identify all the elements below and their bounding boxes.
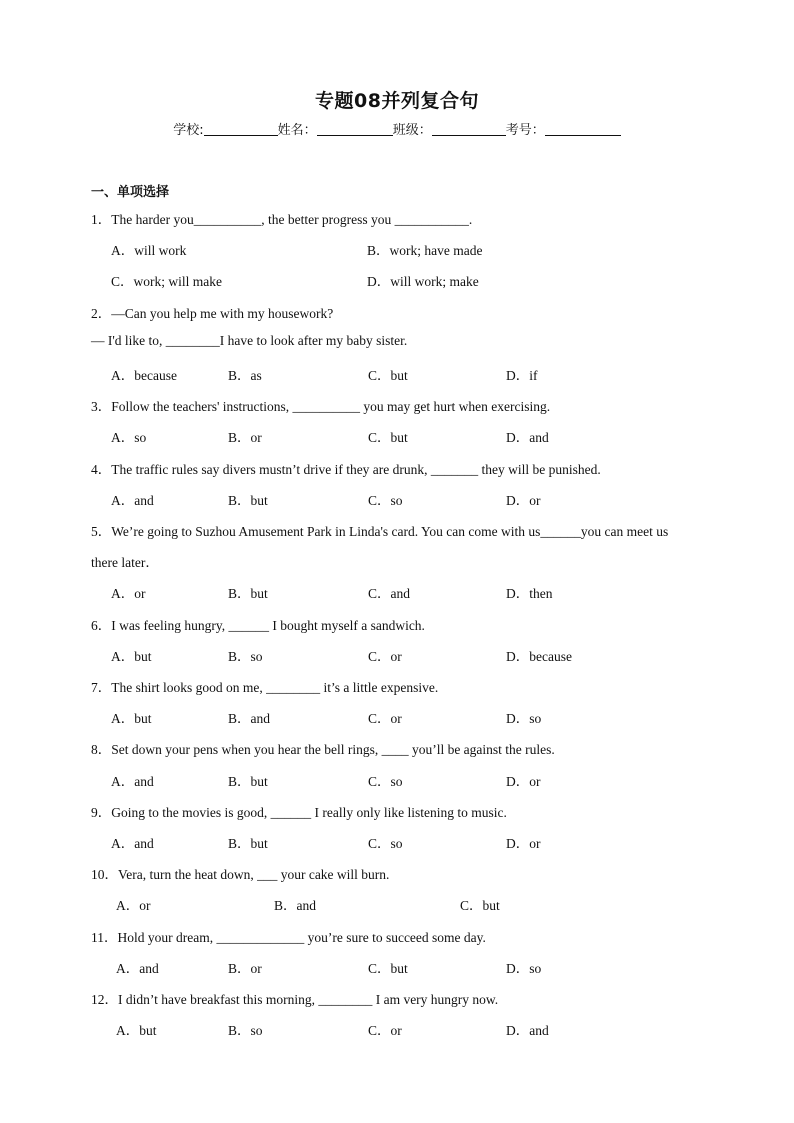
- question-4-stem: 4．The traffic rules say divers mustn’t drive if they are drunk, _______ they will be punished.: [91, 462, 601, 477]
- school-blank[interactable]: [204, 122, 278, 136]
- question-8-option-b[interactable]: B．but: [228, 774, 268, 789]
- question-12-option-b[interactable]: B．so: [228, 1023, 263, 1038]
- name-blank[interactable]: [317, 122, 393, 136]
- question-3-stem: 3．Follow the teachers' instructions, __________ you may get hurt when exercising.: [91, 399, 551, 414]
- question-2-option-c[interactable]: C．but: [368, 368, 408, 383]
- question-2-option-a[interactable]: A．because: [111, 368, 177, 383]
- exam-number-blank[interactable]: [545, 122, 621, 136]
- question-3-option-b[interactable]: B．or: [228, 430, 262, 445]
- question-5-stem-line-2: there later．: [91, 555, 159, 570]
- question-1-option-a[interactable]: A．will work: [111, 243, 187, 258]
- question-12-option-d[interactable]: D．and: [506, 1023, 549, 1038]
- question-1-option-d[interactable]: D．will work; make: [367, 274, 479, 289]
- question-7-option-c[interactable]: C．or: [368, 711, 402, 726]
- question-7-stem: 7．The shirt looks good on me, ________ it’s a little expensive.: [91, 680, 439, 695]
- question-12-option-c[interactable]: C．or: [368, 1023, 402, 1038]
- question-8-option-c[interactable]: C．so: [368, 774, 403, 789]
- question-2-option-b[interactable]: B．as: [228, 368, 262, 383]
- question-4-option-d[interactable]: D．or: [506, 493, 541, 508]
- question-8-option-d[interactable]: D．or: [506, 774, 541, 789]
- section-heading: 一、单项选择: [91, 185, 170, 200]
- question-4-option-c[interactable]: C．so: [368, 493, 403, 508]
- question-6-option-d[interactable]: D．because: [506, 649, 572, 664]
- question-5-option-a[interactable]: A．or: [111, 586, 146, 601]
- question-9-option-a[interactable]: A．and: [111, 836, 154, 851]
- question-11-option-c[interactable]: C．but: [368, 961, 408, 976]
- question-6-stem: 6．I was feeling hungry, ______ I bought myself a sandwich.: [91, 618, 425, 633]
- question-6-option-b[interactable]: B．so: [228, 649, 263, 664]
- question-8-stem: 8．Set down your pens when you hear the bell rings, ____ you’ll be against the rules.: [91, 742, 555, 757]
- name-label: 姓名：: [277, 123, 317, 138]
- question-6-option-c[interactable]: C．or: [368, 649, 402, 664]
- question-4-option-b[interactable]: B．but: [228, 493, 268, 508]
- question-3-option-a[interactable]: A．so: [111, 430, 147, 445]
- question-6-option-a[interactable]: A．but: [111, 649, 152, 664]
- question-9-option-d[interactable]: D．or: [506, 836, 541, 851]
- question-7-option-d[interactable]: D．so: [506, 711, 542, 726]
- question-10-option-a[interactable]: A．or: [116, 898, 151, 913]
- question-11-option-a[interactable]: A．and: [116, 961, 159, 976]
- page-title: 专题08并列复合句: [315, 90, 479, 112]
- question-5-option-c[interactable]: C．and: [368, 586, 410, 601]
- question-2-option-d[interactable]: D．if: [506, 368, 538, 383]
- question-10-option-c[interactable]: C．but: [460, 898, 500, 913]
- question-3-option-c[interactable]: C．but: [368, 430, 408, 445]
- question-12-option-a[interactable]: A．but: [116, 1023, 157, 1038]
- question-11-stem: 11．Hold your dream, _____________ you’re sure to succeed some day.: [91, 930, 486, 945]
- question-5-option-b[interactable]: B．but: [228, 586, 268, 601]
- exam-number-label: 考号：: [505, 123, 545, 138]
- question-10-option-b[interactable]: B．and: [274, 898, 316, 913]
- question-9-option-b[interactable]: B．but: [228, 836, 268, 851]
- question-7-option-b[interactable]: B．and: [228, 711, 270, 726]
- question-9-stem: 9．Going to the movies is good, ______ I really only like listening to music.: [91, 805, 507, 820]
- question-12-stem: 12．I didn’t have breakfast this morning, ________ I am very hungry now.: [91, 992, 499, 1007]
- school-label: 学校:: [173, 123, 204, 138]
- question-5-stem: 5．We’re going to Suzhou Amusement Park in Linda's card. You can come with us______you can meet us: [91, 524, 669, 539]
- student-info-line: [0, 119, 794, 138]
- question-7-option-a[interactable]: A．but: [111, 711, 152, 726]
- question-1-option-c[interactable]: C．work; will make: [111, 274, 222, 289]
- question-11-option-b[interactable]: B．or: [228, 961, 262, 976]
- class-blank[interactable]: [432, 122, 506, 136]
- question-5-option-d[interactable]: D．then: [506, 586, 553, 601]
- question-1-option-b[interactable]: B．work; have made: [367, 243, 483, 258]
- question-3-option-d[interactable]: D．and: [506, 430, 549, 445]
- question-10-stem: 10．Vera, turn the heat down, ___ your cake will burn.: [91, 867, 390, 882]
- question-2-stem-line-2: — I'd like to, ________I have to look after my baby sister.: [91, 333, 408, 348]
- question-11-option-d[interactable]: D．so: [506, 961, 542, 976]
- class-label: 班级：: [392, 123, 432, 138]
- question-8-option-a[interactable]: A．and: [111, 774, 154, 789]
- question-2-stem: 2．—Can you help me with my housework?: [91, 306, 334, 321]
- question-4-option-a[interactable]: A．and: [111, 493, 154, 508]
- question-9-option-c[interactable]: C．so: [368, 836, 403, 851]
- question-1-stem: 1．The harder you__________, the better progress you ___________.: [91, 212, 473, 227]
